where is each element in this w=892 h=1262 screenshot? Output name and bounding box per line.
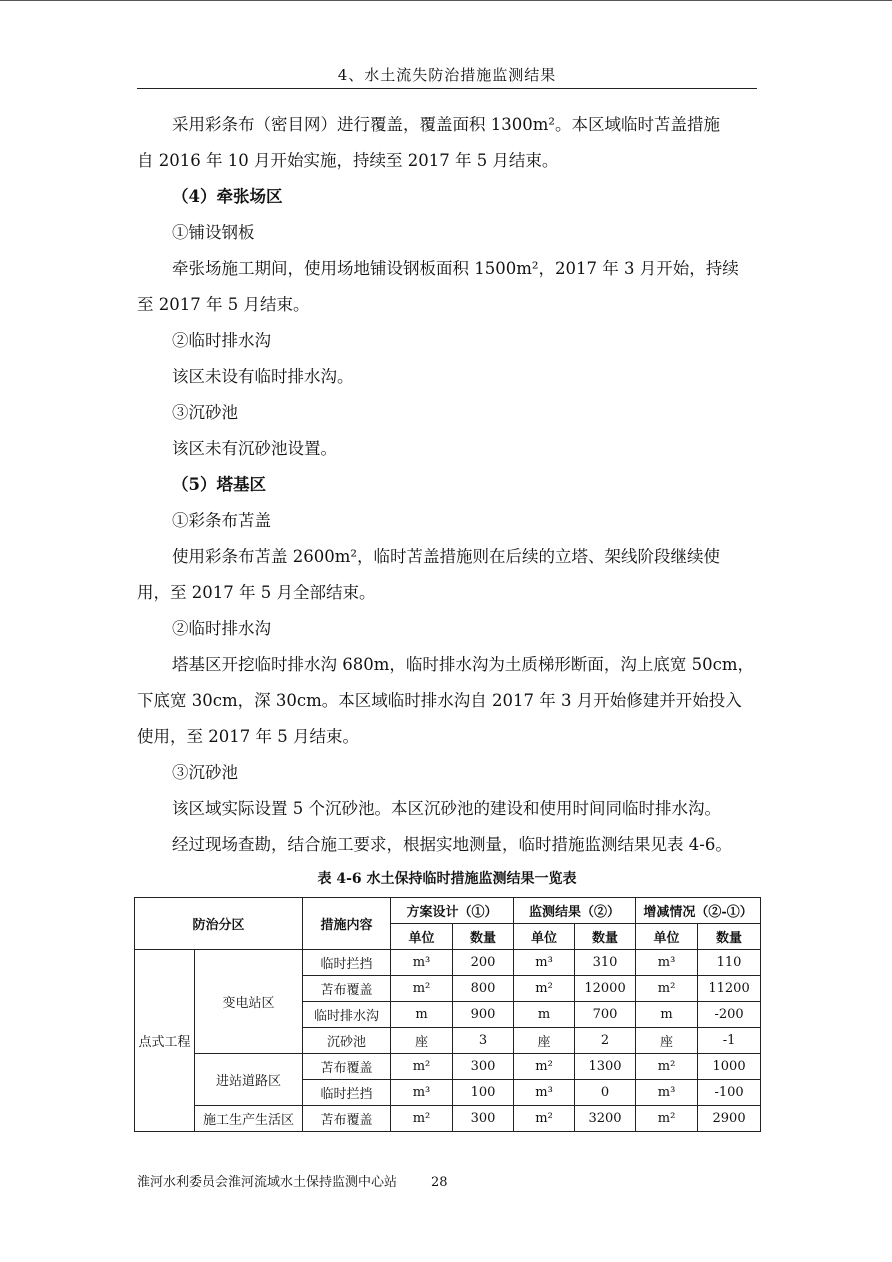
page-footer (137, 1171, 448, 1190)
paragraph-line: ③沉砂池 (172, 403, 238, 422)
paragraph-line: 使用彩条布苫盖 2600m²，临时苫盖措施则在后续的立塔、架线阶段继续使 (172, 547, 720, 566)
paragraph-line: 自 2016 年 10 月开始实施，持续至 2017 年 5 月结束。 (137, 151, 559, 170)
footer-org: 淮河水利委员会淮河流域水土保持监测中心站 (137, 1175, 398, 1190)
measure-cell: 苫布覆盖 (303, 1054, 391, 1080)
unit-cell: m (391, 1002, 453, 1028)
header-unit: 单位 (514, 924, 575, 950)
value-cell: 100 (453, 1080, 514, 1106)
value-cell: 1000 (698, 1054, 761, 1080)
paragraph-line: 牵张场施工期间，使用场地铺设钢板面积 1500m²，2017 年 3 月开始，持续 (172, 259, 739, 278)
section-heading: （5）塔基区 (172, 475, 266, 494)
unit-cell: 座 (636, 1028, 698, 1054)
body-text (137, 107, 757, 863)
measure-cell: 沉砂池 (303, 1028, 391, 1054)
subzone-cell: 进站道路区 (195, 1054, 303, 1106)
group-cell: 点式工程 (135, 950, 195, 1132)
measure-cell: 临时排水沟 (303, 1002, 391, 1028)
page-number: 28 (431, 1175, 448, 1190)
header-qty: 数量 (698, 924, 761, 950)
unit-cell: m² (391, 1054, 453, 1080)
value-cell: 110 (698, 950, 761, 976)
value-cell: 900 (453, 1002, 514, 1028)
value-cell: 300 (453, 1106, 514, 1132)
header-change: 增减情况（②-①） (636, 898, 761, 924)
unit-cell: m² (514, 1106, 575, 1132)
header-qty: 数量 (453, 924, 514, 950)
header-zone: 防治分区 (135, 898, 303, 950)
paragraph-line: 至 2017 年 5 月结束。 (137, 295, 310, 314)
paragraph-line: 该区域实际设置 5 个沉砂池。本区沉砂池的建设和使用时间同临时排水沟。 (172, 799, 721, 818)
paragraph-line: 使用，至 2017 年 5 月结束。 (137, 727, 359, 746)
measure-cell: 临时拦挡 (303, 950, 391, 976)
table-row (135, 1106, 761, 1132)
page-top-rule (0, 0, 892, 1)
unit-cell: m (514, 1002, 575, 1028)
unit-cell: m² (514, 976, 575, 1002)
unit-cell: m² (391, 976, 453, 1002)
unit-cell: m² (636, 976, 698, 1002)
paragraph-line: 塔基区开挖临时排水沟 680m，临时排水沟为土质梯形断面，沟上底宽 50cm， (172, 655, 755, 674)
value-cell: 0 (575, 1080, 636, 1106)
paragraph-line: ③沉砂池 (172, 763, 238, 782)
unit-cell: m³ (514, 1080, 575, 1106)
value-cell: -100 (698, 1080, 761, 1106)
table-row (135, 950, 761, 976)
value-cell: 3 (453, 1028, 514, 1054)
unit-cell: m³ (636, 950, 698, 976)
measure-cell: 苫布覆盖 (303, 976, 391, 1002)
table-caption: 表 4-6 水土保持临时措施监测结果一览表 (317, 871, 577, 887)
paragraph-line: 下底宽 30cm，深 30cm。本区域临时排水沟自 2017 年 3 月开始修建并开始投入 (137, 691, 742, 710)
header-measure: 措施内容 (303, 898, 391, 950)
unit-cell: m² (514, 1054, 575, 1080)
value-cell: 2 (575, 1028, 636, 1054)
value-cell: -200 (698, 1002, 761, 1028)
measure-cell: 苫布覆盖 (303, 1106, 391, 1132)
header-monitor: 监测结果（②） (514, 898, 636, 924)
paragraph-line: 该区未有沉砂池设置。 (172, 439, 337, 458)
value-cell: 700 (575, 1002, 636, 1028)
unit-cell: m³ (391, 1080, 453, 1106)
unit-cell: m³ (514, 950, 575, 976)
value-cell: 1300 (575, 1054, 636, 1080)
value-cell: 310 (575, 950, 636, 976)
paragraph-line: 该区未设有临时排水沟。 (172, 367, 354, 386)
unit-cell: m³ (636, 1080, 698, 1106)
paragraph-line: ②临时排水沟 (172, 619, 271, 638)
header-qty: 数量 (575, 924, 636, 950)
header-rule (137, 88, 757, 89)
section-heading: （4）牵张场区 (172, 187, 283, 206)
unit-cell: m² (636, 1106, 698, 1132)
header-unit: 单位 (636, 924, 698, 950)
value-cell: 800 (453, 976, 514, 1002)
header-design: 方案设计（①） (391, 898, 514, 924)
value-cell: 11200 (698, 976, 761, 1002)
paragraph-line: 经过现场查勘，结合施工要求，根据实地测量，临时措施监测结果见表 4-6。 (172, 835, 732, 854)
table-row (135, 1054, 761, 1080)
value-cell: 3200 (575, 1106, 636, 1132)
running-header: 4、水土流失防治措施监测结果 (337, 66, 557, 84)
header-unit: 单位 (391, 924, 453, 950)
value-cell: 12000 (575, 976, 636, 1002)
table-header-row (135, 898, 761, 924)
monitoring-table (134, 897, 761, 1132)
paragraph-line: 采用彩条布（密目网）进行覆盖，覆盖面积 1300m²。本区域临时苫盖措施 (172, 115, 720, 134)
unit-cell: m² (391, 1106, 453, 1132)
subzone-cell: 施工生产生活区 (195, 1106, 303, 1132)
unit-cell: 座 (514, 1028, 575, 1054)
value-cell: 2900 (698, 1106, 761, 1132)
paragraph-line: 用，至 2017 年 5 月全部结束。 (137, 583, 376, 602)
unit-cell: m (636, 1002, 698, 1028)
value-cell: 300 (453, 1054, 514, 1080)
subzone-cell: 变电站区 (195, 950, 303, 1054)
paragraph-line: ①彩条布苫盖 (172, 511, 271, 530)
unit-cell: 座 (391, 1028, 453, 1054)
paragraph-line: ①铺设钢板 (172, 223, 255, 242)
value-cell: 200 (453, 950, 514, 976)
value-cell: -1 (698, 1028, 761, 1054)
unit-cell: m³ (391, 950, 453, 976)
measure-cell: 临时拦挡 (303, 1080, 391, 1106)
unit-cell: m² (636, 1054, 698, 1080)
paragraph-line: ②临时排水沟 (172, 331, 271, 350)
